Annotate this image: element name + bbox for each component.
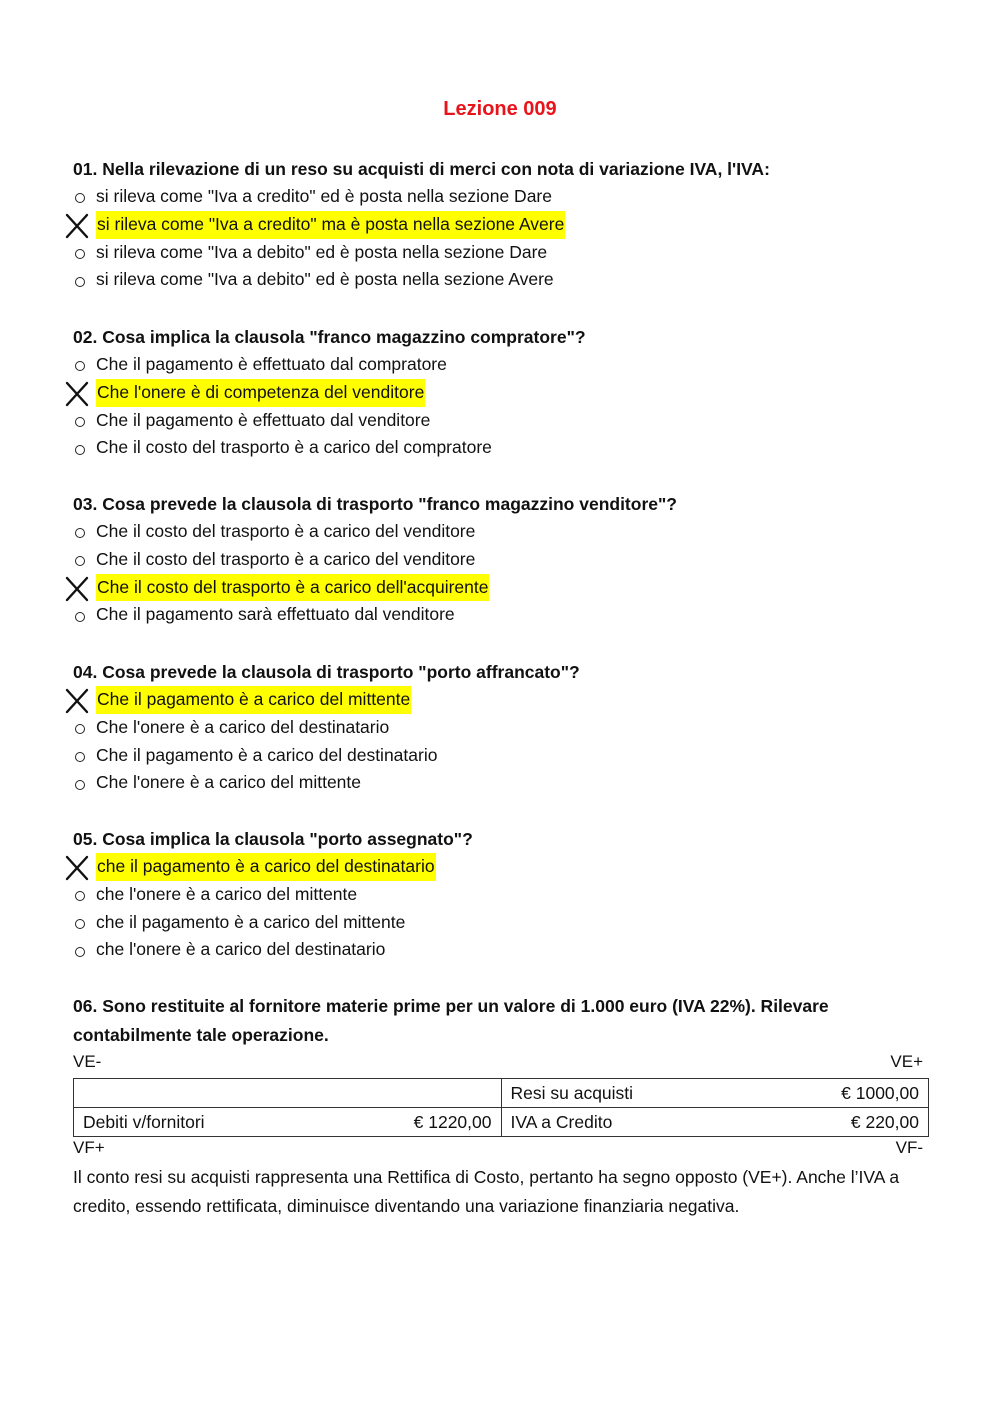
option-item xyxy=(73,183,943,211)
option-text: Che il pagamento è a carico del destinatario xyxy=(96,744,438,765)
cross-mark-icon xyxy=(63,575,91,603)
option-text-highlighted: Che il pagamento è a carico del mittente xyxy=(96,686,411,714)
circle-bullet-icon xyxy=(73,434,87,462)
question-heading: 03. Cosa prevede la clausola di trasporto "franco magazzino venditore"? xyxy=(73,494,677,514)
question-05 xyxy=(73,825,943,964)
circle-bullet-icon xyxy=(73,714,87,742)
option-text-highlighted: si rileva come "Iva a credito" ma è posta nella sezione Avere xyxy=(96,211,565,239)
question-heading: 02. Cosa implica la clausola "franco magazzino compratore"? xyxy=(73,327,586,347)
account-label: Debiti v/fornitori xyxy=(83,1111,205,1132)
option-item xyxy=(73,518,943,546)
table-row xyxy=(74,1108,929,1137)
option-item-selected xyxy=(73,211,943,239)
option-item xyxy=(73,909,943,937)
circle-bullet-icon xyxy=(73,936,87,964)
question-03 xyxy=(73,490,943,629)
cross-mark-icon xyxy=(63,212,91,240)
option-item xyxy=(73,769,943,797)
table-cell-right xyxy=(501,1108,929,1137)
circle-bullet-icon xyxy=(73,546,87,574)
account-amount: € 1000,00 xyxy=(841,1082,919,1103)
option-text: si rileva come "Iva a debito" ed è posta nella sezione Dare xyxy=(96,241,548,262)
option-item xyxy=(73,434,943,462)
circle-bullet-icon xyxy=(73,183,87,211)
question-01 xyxy=(73,155,943,294)
option-item xyxy=(73,351,943,379)
question-06 xyxy=(73,992,933,1050)
option-item xyxy=(73,742,943,770)
account-amount: € 1220,00 xyxy=(413,1111,492,1132)
circle-bullet-icon xyxy=(73,407,87,435)
circle-bullet-icon xyxy=(73,266,87,294)
table-cell-left xyxy=(74,1079,502,1108)
question-04 xyxy=(73,658,943,797)
option-item xyxy=(73,546,943,574)
vf-plus-label: VF+ xyxy=(73,1138,105,1157)
accounting-table xyxy=(73,1078,929,1137)
question-02 xyxy=(73,323,943,462)
vf-minus-label: VF- xyxy=(895,1138,923,1157)
option-text: che il pagamento è a carico del mittente xyxy=(96,911,406,932)
option-text-highlighted: Che l'onere è di competenza del venditore xyxy=(96,379,425,407)
circle-bullet-icon xyxy=(73,881,87,909)
circle-bullet-icon xyxy=(73,601,87,629)
option-item-selected xyxy=(73,686,943,714)
option-text: Che il costo del trasporto è a carico del venditore xyxy=(96,548,476,569)
option-item xyxy=(73,714,943,742)
table-cell-left xyxy=(74,1108,502,1137)
option-item xyxy=(73,881,943,909)
option-text: che l'onere è a carico del destinatario xyxy=(96,939,386,960)
circle-bullet-icon xyxy=(73,909,87,937)
option-text: Che il pagamento sarà effettuato dal venditore xyxy=(96,604,455,625)
table-cell-right xyxy=(501,1079,929,1108)
option-text: si rileva come "Iva a credito" ed è posta nella sezione Dare xyxy=(96,186,552,206)
option-text: Che il costo del trasporto è a carico del venditore xyxy=(96,521,476,541)
option-text: si rileva come "Iva a debito" ed è posta nella sezione Avere xyxy=(96,269,554,290)
question-heading: 01. Nella rilevazione di un reso su acquisti di merci con nota di variazione IVA, l'IVA: xyxy=(73,159,770,179)
option-text-highlighted: che il pagamento è a carico del destinatario xyxy=(96,853,436,881)
option-text: Che l'onere è a carico del mittente xyxy=(96,772,362,793)
option-item xyxy=(73,601,943,629)
option-item xyxy=(73,266,943,294)
question-heading-line: contabilmente tale operazione. xyxy=(73,1025,329,1045)
question-heading-line: 06. Sono restituite al fornitore materie prime per un valore di 1.000 euro (IVA 22%). Rilevare xyxy=(73,996,829,1016)
option-item-selected xyxy=(73,379,943,407)
circle-bullet-icon xyxy=(73,742,87,770)
option-text: che l'onere è a carico del mittente xyxy=(96,883,358,904)
cross-mark-icon xyxy=(63,380,91,408)
option-item-selected xyxy=(73,853,943,881)
account-amount: € 220,00 xyxy=(850,1111,919,1132)
option-item-selected xyxy=(73,574,943,602)
account-label: IVA a Credito xyxy=(510,1111,613,1132)
circle-bullet-icon xyxy=(73,518,87,546)
page-title: Lezione 009 xyxy=(443,98,557,120)
option-item xyxy=(73,407,943,435)
ve-plus-label: VE+ xyxy=(890,1052,923,1071)
question-heading xyxy=(73,992,933,1050)
option-text: Che il costo del trasporto è a carico del compratore xyxy=(96,437,492,458)
circle-bullet-icon xyxy=(73,351,87,379)
explanation-paragraph: Il conto resi su acquisti rappresenta una Rettifica di Costo, pertanto ha segno opposto (VE+). Anche l’IVA a credito, essendo rettificata, diminuisce diventando una variazione finanziaria negativa. xyxy=(73,1167,900,1216)
account-label: Resi su acquisti xyxy=(510,1082,634,1103)
question-heading: 05. Cosa implica la clausola "porto assegnato"? xyxy=(73,829,473,849)
option-text: Che il pagamento è effettuato dal venditore xyxy=(96,409,431,430)
circle-bullet-icon xyxy=(73,769,87,797)
cross-mark-icon xyxy=(63,687,91,715)
option-text: Che il pagamento è effettuato dal compratore xyxy=(96,354,447,374)
ve-minus-label: VE- xyxy=(73,1052,102,1071)
option-item xyxy=(73,936,943,964)
question-heading: 04. Cosa prevede la clausola di trasporto "porto affrancato"? xyxy=(73,662,580,682)
option-text-highlighted: Che il costo del trasporto è a carico dell'acquirente xyxy=(96,574,489,602)
option-text: Che l'onere è a carico del destinatario xyxy=(96,716,390,737)
option-item xyxy=(73,239,943,267)
circle-bullet-icon xyxy=(73,239,87,267)
cross-mark-icon xyxy=(63,854,91,882)
table-row xyxy=(74,1079,929,1108)
